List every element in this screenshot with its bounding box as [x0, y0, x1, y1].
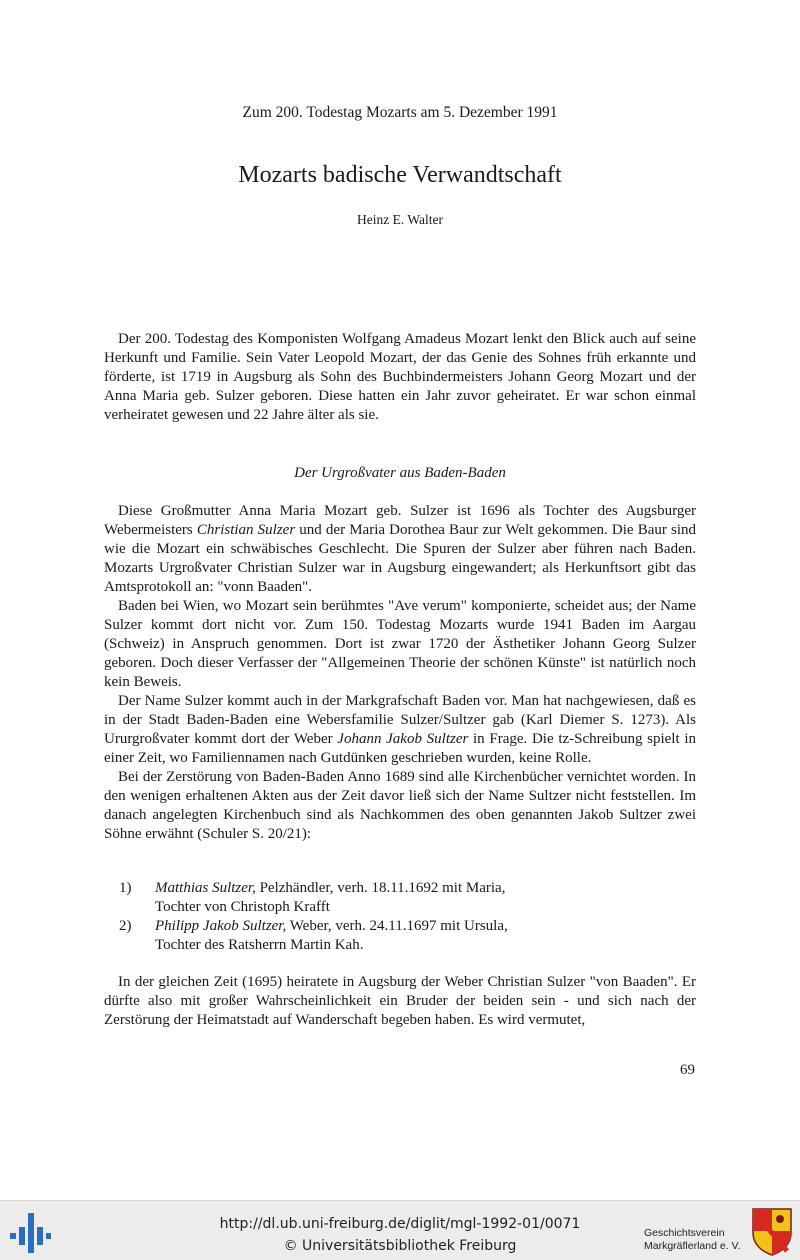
- paragraph-4: Bei der Zerstörung von Baden-Baden Anno 1689 sind alle Kirchenbücher vernichtet worden. In den wenigen erhaltenen Akten aus der Zeit davor ließ sich der Name Sultzer nicht feststellen. Im danach angelegten Kirchenbuch sind als Nachkommen des oben genannten Jakob Sultzer zwei Söhne erwähnt (Schuler S. 20/21):: [104, 769, 696, 842]
- list-name: Philipp Jakob Sultzer,: [155, 918, 287, 934]
- intro-paragraph: Der 200. Todestag des Komponisten Wolfgang Amadeus Mozart lenkt den Blick auch auf seine Herkunft und Familie. Sein Vater Leopold Mozart, der das Genie des Sohnes früh erkannte und förderte, ist 1719 in Augsburg als Sohn des Buchbindermeisters Johann Georg Mozart und der Anna Maria geb. Sulzer geboren. Diese hatten ein Jahr zuvor geheiratet. Er war schon einmal verheiratet gewesen und 22 Jahre älter als sie.: [104, 331, 696, 423]
- section-body: [104, 502, 696, 844]
- paragraph-1: [104, 502, 696, 597]
- copyright-notice: © Universitätsbibliothek Freiburg: [283, 1238, 517, 1254]
- paragraph-3-name: Johann Jakob Sultzer: [337, 731, 469, 747]
- paragraph-5: In der gleichen Zeit (1695) heiratete in Augsburg der Weber Christian Sulzer "von Baaden". Er dürfte also mit großer Wahrscheinlichkeit ein Bruder der beiden sein - und sich nach der Zerstörung der Heimatstadt auf Wanderschaft begeben haben. Es wird vermutet,: [104, 974, 696, 1028]
- supertitle: Zum 200. Todestag Mozarts am 5. Dezember 1991: [242, 104, 558, 121]
- list-item: [119, 879, 679, 917]
- list-item: [119, 917, 679, 955]
- publisher-line-1: Geschichtsverein: [644, 1227, 725, 1239]
- list-number: 1): [119, 880, 132, 896]
- paragraph-3: [104, 692, 696, 768]
- closing-block: [104, 973, 696, 1030]
- paragraph-1-text-c: und der Maria Dorothea Baur zur Welt gekommen. Die Baur sind wie die Mozart ein schwäbisches Geschlecht. Die Spuren der Sulzer aber führen nach Baden. Mozarts Urgroßvater Christian Sulzer war in Augsburg eingewandert; als Herkunftsort gibt das Amtsprotokoll an: "vonn Baaden".: [104, 522, 696, 595]
- section-heading: Der Urgroßvater aus Baden-Baden: [294, 465, 506, 481]
- paragraph-3-text-a: Der Name Sulzer kommt auch in der Markgrafschaft Baden vor. Man hat nachgewiesen, daß es in der Stadt Baden-Baden eine Webersfamilie Sulzer/Sultzer gab (Karl Diemer S. 1273). Als Ururgroßvater kommt dort der Weber: [104, 693, 696, 747]
- list-line2: Tochter von Christoph Krafft: [155, 899, 330, 915]
- list-name: Matthias Sultzer,: [155, 880, 256, 896]
- author: Heinz E. Walter: [356, 212, 443, 227]
- intro-paragraph-block: [104, 330, 696, 425]
- permalink-url[interactable]: http://dl.ub.uni-freiburg.de/diglit/mgl-1992-01/0071: [219, 1216, 581, 1232]
- page-number: 69: [680, 1062, 695, 1078]
- list-text: Weber, verh. 24.11.1697 mit Ursula,: [286, 918, 508, 934]
- list-text: Pelzhändler, verh. 18.11.1692 mit Maria,: [255, 880, 506, 896]
- paragraph-2: Baden bei Wien, wo Mozart sein berühmtes "Ave verum" komponierte, scheidet aus; der Name Sulzer kommt dort nicht vor. Zum 150. Todestag Mozarts wurde 1941 Baden im Aargau (Schweiz) in Anspruch genommen. Dort ist zwar 1720 der Ästhetiker Johann Georg Sulzer geboren. Doch dieser Verfasser der "Allgemeinen Theorie der schönen Künste" ist natürlich noch kein Beweis.: [104, 598, 696, 690]
- list-number: 2): [119, 918, 132, 934]
- list-line2: Tochter des Ratsherrn Martin Kah.: [155, 937, 364, 953]
- viewer-footer: [0, 1200, 800, 1260]
- paragraph-3-text-c: in Frage. Die tz-Schreibung spielt in einer Zeit, wo Familiennamen nach Gutdünken geschrieben wurden, keine Rolle.: [104, 731, 697, 766]
- publisher-line-2: Markgräflerland e. V.: [644, 1240, 741, 1252]
- sons-list: [119, 879, 679, 955]
- article-title: Mozarts badische Verwandtschaft: [238, 162, 562, 188]
- publisher-name: [644, 1227, 741, 1253]
- paragraph-1-text-a: Diese Großmutter Anna Maria Mozart geb. Sulzer ist 1696 als Tochter des Augsburger Webermeisters: [104, 503, 696, 538]
- coat-of-arms-icon: [751, 1207, 793, 1257]
- paragraph-1-name: Christian Sulzer: [196, 522, 296, 538]
